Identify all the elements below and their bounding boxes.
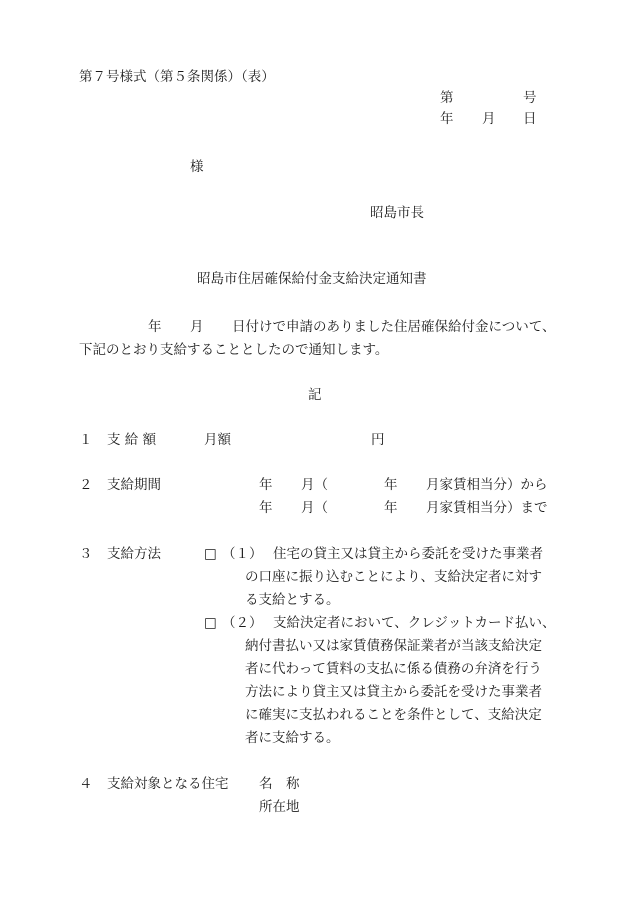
ki-heading: 記: [308, 387, 322, 403]
form-label: 第７号様式（第５条関係）（表）: [79, 69, 275, 85]
date-day: 日: [523, 111, 537, 127]
intro-month: 月: [190, 319, 204, 335]
option1-number: （１）: [222, 546, 263, 562]
option2-line: 者に代わって賃料の支払に係る債務の弁済を行う: [245, 661, 542, 677]
number-prefix: 第: [440, 90, 454, 106]
option2-line: 方法により貸主又は貸主から委託を受けた事業者: [245, 684, 542, 700]
item4-address-label: 所在地: [259, 799, 300, 815]
number-suffix: 号: [523, 90, 537, 106]
item2-row2-rest: 月家賃相当分）まで: [426, 500, 548, 516]
option2-checkbox[interactable]: □: [204, 615, 217, 631]
item2-row1-year: 年: [259, 477, 273, 493]
recipient-honorific: 様: [190, 159, 204, 175]
item2-row2-year2: 年: [384, 500, 398, 516]
option1-line: の口座に振り込むことにより、支給決定者に対す: [245, 569, 542, 585]
item3-number: ３: [79, 546, 93, 562]
item1-label: 支 給 額: [107, 432, 157, 448]
document-title: 昭島市住居確保給付金支給決定通知書: [197, 271, 427, 287]
item4-number: ４: [79, 776, 93, 792]
item2-row2-month: 月（: [301, 500, 328, 516]
item2-row1-year2: 年: [384, 477, 398, 493]
date-year: 年: [440, 111, 454, 127]
option2-number: （２）: [222, 615, 263, 631]
option2-line: 者に支給する。: [245, 730, 340, 746]
option2-line: に確実に支払われることを条件として、支給決定: [245, 707, 542, 723]
item4-name-label: 名 称: [259, 776, 300, 792]
option1-checkbox[interactable]: □: [204, 546, 217, 562]
option2-line: 支給決定者において、クレジットカード払い、: [273, 615, 556, 631]
item2-label: 支給期間: [107, 477, 161, 493]
intro-line1-rest: 日付けで申請のありました住居確保給付金について、: [232, 319, 556, 335]
intro-year: 年: [148, 319, 162, 335]
intro-line2: 下記のとおり支給することとしたので通知します。: [79, 342, 389, 358]
item1-number: １: [79, 432, 93, 448]
issuer-name: 昭島市長: [370, 205, 424, 221]
date-month: 月: [482, 111, 496, 127]
option1-line: 住宅の貸主又は貸主から委託を受けた事業者: [273, 546, 543, 562]
item1-monthly: 月額: [204, 432, 231, 448]
item4-label: 支給対象となる住宅: [107, 776, 229, 792]
option1-line: る支給とする。: [245, 592, 340, 608]
option2-line: 納付書払い又は家賃債務保証業者が当該支給決定: [245, 638, 542, 654]
item2-row2-year: 年: [259, 500, 273, 516]
item2-row1-rest: 月家賃相当分）から: [426, 477, 548, 493]
item1-yen: 円: [371, 432, 385, 448]
item3-label: 支給方法: [107, 546, 161, 562]
item2-row1-month: 月（: [301, 477, 328, 493]
item2-number: ２: [79, 477, 93, 493]
